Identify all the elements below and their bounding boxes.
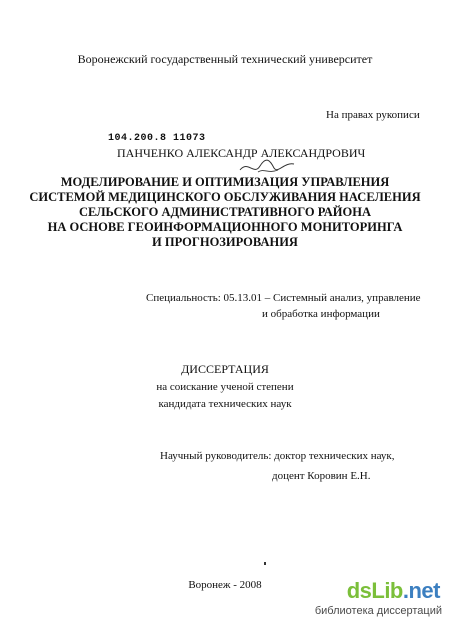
title-line: СЕЛЬСКОГО АДМИНИСТРАТИВНОГО РАЙОНА (79, 205, 371, 219)
work-type: ДИССЕРТАЦИЯ (181, 362, 269, 376)
title-line: И ПРОГНОЗИРОВАНИЯ (152, 235, 298, 249)
title-line: СИСТЕМОЙ МЕДИЦИНСКОГО ОБСЛУЖИВАНИЯ НАСЕЛЕНИЯ (29, 190, 421, 204)
place-and-year: Воронеж - 2008 (188, 579, 262, 591)
watermark-brand (347, 578, 440, 604)
dissertation-title (0, 175, 450, 250)
watermark-subtitle: библиотека диссертаций (314, 605, 442, 617)
manuscript-rights-note: На правах рукописи (326, 109, 420, 121)
title-line: МОДЕЛИРОВАНИЕ И ОПТИМИЗАЦИЯ УПРАВЛЕНИЯ (60, 175, 390, 189)
supervisor-line-1: Научный руководитель: доктор технических наук, (160, 450, 395, 462)
watermark-brand-part1: dsLib (346, 578, 403, 603)
registry-stamp: 104.200.8 11073 (108, 133, 206, 144)
specialty-line-2: и обработка информации (262, 308, 380, 320)
degree-line-2: кандидата технических наук (158, 398, 292, 410)
university-name: Воронежский государственный технический университет (77, 52, 373, 66)
author-name: ПАНЧЕНКО АЛЕКСАНДР АЛЕКСАНДРОВИЧ (117, 146, 366, 160)
specialty-line-1: Специальность: 05.13.01 – Системный анализ, управление (146, 292, 421, 304)
supervisor-line-2: доцент Коровин Е.Н. (272, 470, 371, 482)
scan-speck (264, 562, 266, 565)
watermark-brand-part2: .net (402, 578, 440, 603)
title-line: НА ОСНОВЕ ГЕОИНФОРМАЦИОННОГО МОНИТОРИНГА (47, 220, 403, 234)
dslib-watermark (314, 578, 448, 622)
degree-line-1: на соискание ученой степени (156, 381, 294, 393)
